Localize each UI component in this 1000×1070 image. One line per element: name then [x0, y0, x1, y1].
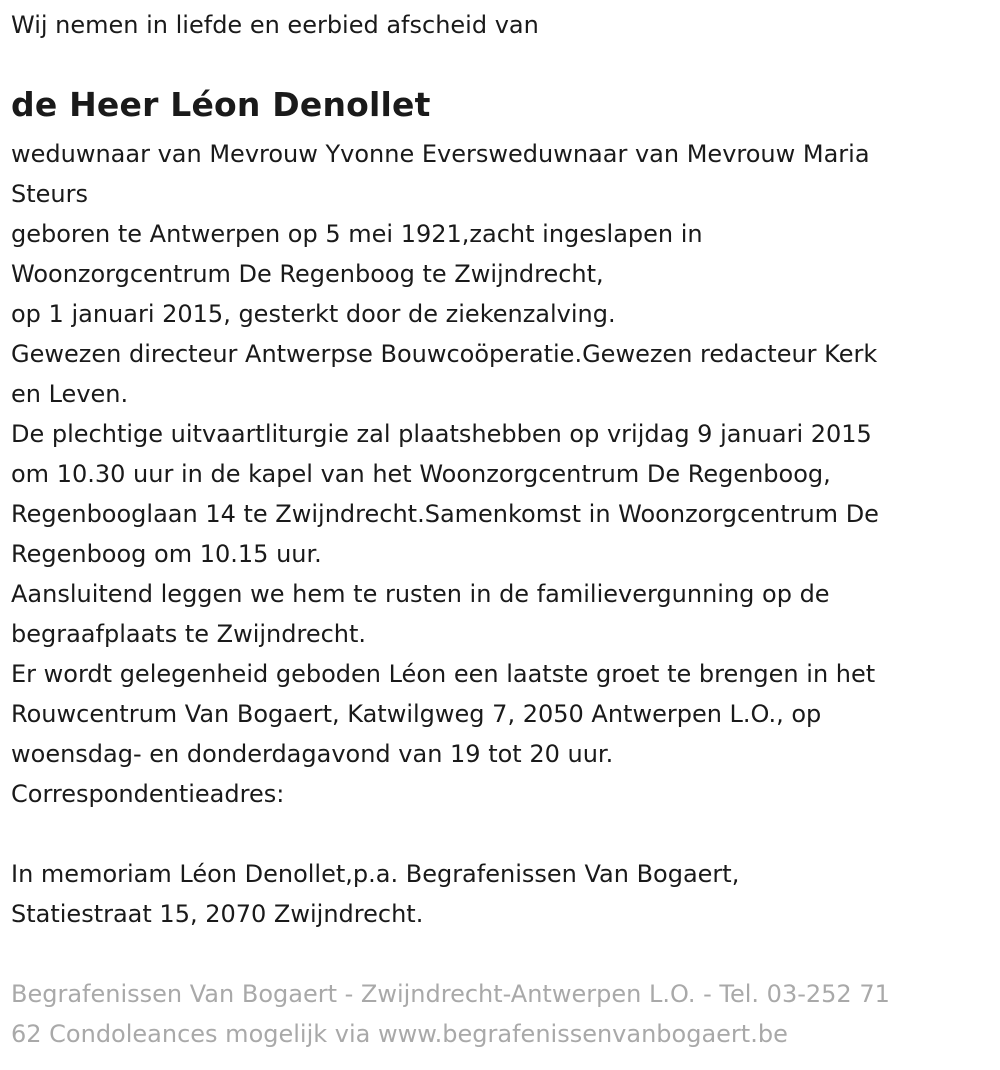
body-line: begraafplaats te Zwijndrecht. [11, 620, 367, 648]
body-line: Rouwcentrum Van Bogaert, Katwilgweg 7, 2050 Antwerpen L.O., op [11, 700, 822, 728]
body-line: Er wordt gelegenheid geboden Léon een laatste groet te brengen in het [11, 660, 876, 688]
footer-credits [11, 974, 890, 1054]
body-line: en Leven. [11, 380, 129, 408]
address-line: In memoriam Léon Denollet,p.a. Begrafenissen Van Bogaert, [11, 860, 740, 888]
body-line: Regenboog om 10.15 uur. [11, 540, 322, 568]
body-line: Steurs [11, 180, 88, 208]
deceased-name: de Heer Léon Denollet [11, 85, 431, 124]
body-line: weduwnaar van Mevrouw Yvonne Eversweduwnaar van Mevrouw Maria [11, 140, 870, 168]
body-line: om 10.30 uur in de kapel van het Woonzorgcentrum De Regenboog, [11, 460, 831, 488]
spacer [11, 814, 879, 854]
body-line: woensdag- en donderdagavond van 19 tot 20 uur. [11, 740, 614, 768]
address-line: Statiestraat 15, 2070 Zwijndrecht. [11, 900, 424, 928]
body-line: geboren te Antwerpen op 5 mei 1921,zacht ingeslapen in [11, 220, 703, 248]
footer-line: 62 Condoleances mogelijk via www.begrafenissenvanbogaert.be [11, 1020, 788, 1048]
body-line: Woonzorgcentrum De Regenboog te Zwijndrecht, [11, 260, 604, 288]
notice-body [11, 134, 879, 934]
correspondence-label: Correspondentieadres: [11, 780, 285, 808]
body-line: Aansluitend leggen we hem te rusten in de familievergunning op de [11, 580, 830, 608]
body-line: Gewezen directeur Antwerpse Bouwcoöperatie.Gewezen redacteur Kerk [11, 340, 878, 368]
intro-text: Wij nemen in liefde en eerbied afscheid van [11, 11, 539, 39]
body-line: op 1 januari 2015, gesterkt door de ziekenzalving. [11, 300, 616, 328]
footer-line: Begrafenissen Van Bogaert - Zwijndrecht-Antwerpen L.O. - Tel. 03-252 71 [11, 980, 890, 1008]
body-line: Regenbooglaan 14 te Zwijndrecht.Samenkomst in Woonzorgcentrum De [11, 500, 879, 528]
body-line: De plechtige uitvaartliturgie zal plaatshebben op vrijdag 9 januari 2015 [11, 420, 872, 448]
